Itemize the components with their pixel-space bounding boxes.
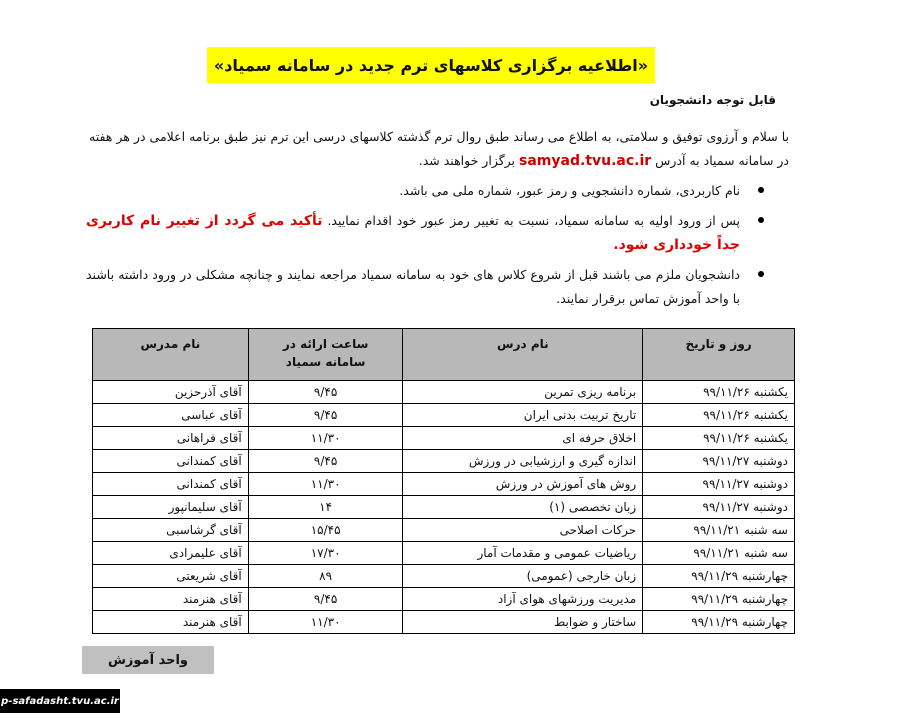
cell-time: ۸۹ [248, 565, 403, 588]
table-row [93, 404, 795, 427]
cell-day: چهارشنبه ۹۹/۱۱/۲۹ [643, 565, 795, 588]
header-day: روز و تاریخ [643, 329, 795, 381]
class-schedule-table [92, 328, 795, 634]
bullet-icon [758, 187, 764, 193]
table-row [93, 542, 795, 565]
cell-teacher: آقای کمندانی [93, 473, 249, 496]
cell-course: حرکات اصلاحی [403, 519, 643, 542]
instruction-item-password [86, 209, 766, 257]
table-header-row [93, 329, 795, 381]
intro-text-after: برگزار خواهند شد. [418, 153, 516, 168]
cell-course: اندازه گیری و ارزشیابی در ورزش [403, 450, 643, 473]
cell-day: یکشنبه ۹۹/۱۱/۲۶ [643, 381, 795, 404]
addressee-line: قابل توجه دانشجویان [649, 93, 776, 107]
cell-teacher: آقای هنرمند [93, 588, 249, 611]
cell-teacher: آقای هنرمند [93, 611, 249, 634]
cell-teacher: آقای گرشاسبی [93, 519, 249, 542]
cell-day: یکشنبه ۹۹/۱۱/۲۶ [643, 427, 795, 450]
cell-teacher: آقای سلیمانپور [93, 496, 249, 519]
cell-time: ۹/۴۵ [248, 588, 403, 611]
warning-text: تأکید می گردد از تغییر نام کاربری جداً خودداری شود. [86, 213, 740, 253]
cell-teacher: آقای کمندانی [93, 450, 249, 473]
cell-time: ۹/۴۵ [248, 381, 403, 404]
table-row [93, 519, 795, 542]
cell-teacher: آقای آذرحزین [93, 381, 249, 404]
announcement-title: «اطلاعیه برگزاری کلاسهای ترم جدید در سامانه سمیاد» [207, 47, 655, 83]
cell-course: مدیریت ورزشهای هوای آزاد [403, 588, 643, 611]
cell-course: روش های آموزش در ورزش [403, 473, 643, 496]
cell-course: تاریخ تربیت بدنی ایران [403, 404, 643, 427]
cell-course: زبان خارجی (عمومی) [403, 565, 643, 588]
cell-course: ساختار و ضوابط [403, 611, 643, 634]
instruction-item-access [86, 263, 766, 311]
cell-time: ۱۵/۴۵ [248, 519, 403, 542]
cell-day: دوشنبه ۹۹/۱۱/۲۷ [643, 473, 795, 496]
cell-teacher: آقای علیمرادی [93, 542, 249, 565]
samyad-site-link[interactable]: samyad.tvu.ac.ir [519, 153, 652, 169]
cell-day: چهارشنبه ۹۹/۱۱/۲۹ [643, 588, 795, 611]
cell-teacher: آقای شریعتی [93, 565, 249, 588]
cell-teacher: آقای فراهانی [93, 427, 249, 450]
table-row [93, 588, 795, 611]
cell-teacher: آقای عباسی [93, 404, 249, 427]
cell-day: سه شنبه ۹۹/۱۱/۲۱ [643, 542, 795, 565]
cell-day: یکشنبه ۹۹/۱۱/۲۶ [643, 404, 795, 427]
department-signature: واحد آموزش [82, 646, 214, 674]
instruction-item-username [86, 179, 766, 203]
cell-day: سه شنبه ۹۹/۱۱/۲۱ [643, 519, 795, 542]
cell-time: ۱۱/۳۰ [248, 427, 403, 450]
cell-course: برنامه ریزی تمرین [403, 381, 643, 404]
table-row [93, 381, 795, 404]
cell-time: ۹/۴۵ [248, 450, 403, 473]
cell-time: ۱۴ [248, 496, 403, 519]
footer-site-badge[interactable]: p-safadasht.tvu.ac.ir [0, 689, 120, 713]
table-row [93, 565, 795, 588]
table-row [93, 611, 795, 634]
instruction-text: نام کاربردی، شماره دانشجویی و رمز عبور، شماره ملی می باشد. [399, 183, 740, 198]
cell-course: ریاضیات عمومی و مقدمات آمار [403, 542, 643, 565]
cell-day: دوشنبه ۹۹/۱۱/۲۷ [643, 496, 795, 519]
instruction-list [86, 179, 766, 317]
cell-time: ۹/۴۵ [248, 404, 403, 427]
cell-course: اخلاق حرفه ای [403, 427, 643, 450]
cell-time: ۱۷/۳۰ [248, 542, 403, 565]
cell-course: زبان تخصصی (۱) [403, 496, 643, 519]
intro-text-before: با سلام و آرزوی توفیق و سلامتی، به اطلاع می رساند طبق روال ترم گذشته کلاسهای درسی این ترم نیز طبق برنامه اعلامی در هر هفته در سامانه سمیاد به آدرس [89, 129, 789, 168]
cell-day: چهارشنبه ۹۹/۱۱/۲۹ [643, 611, 795, 634]
intro-paragraph [89, 125, 789, 173]
header-teacher: نام مدرس [93, 329, 249, 381]
header-time: ساعت ارائه در سامانه سمیاد [248, 329, 403, 381]
table-row [93, 450, 795, 473]
table-row [93, 427, 795, 450]
bullet-icon [758, 271, 764, 277]
instruction-text: پس از ورود اولیه به سامانه سمیاد، نسبت به تغییر رمز عبور خود اقدام نمایید. [327, 213, 740, 228]
cell-day: دوشنبه ۹۹/۱۱/۲۷ [643, 450, 795, 473]
instruction-text: دانشجویان ملزم می باشند قبل از شروع کلاس های خود به سامانه سمیاد مراجعه نمایند و چنانچه مشکلی در ورود داشته باشند با واحد آموزش تماس برقرار نمایند. [86, 267, 740, 306]
cell-time: ۱۱/۳۰ [248, 611, 403, 634]
cell-time: ۱۱/۳۰ [248, 473, 403, 496]
bullet-icon [758, 217, 764, 223]
table-row [93, 473, 795, 496]
header-course: نام درس [403, 329, 643, 381]
table-row [93, 496, 795, 519]
